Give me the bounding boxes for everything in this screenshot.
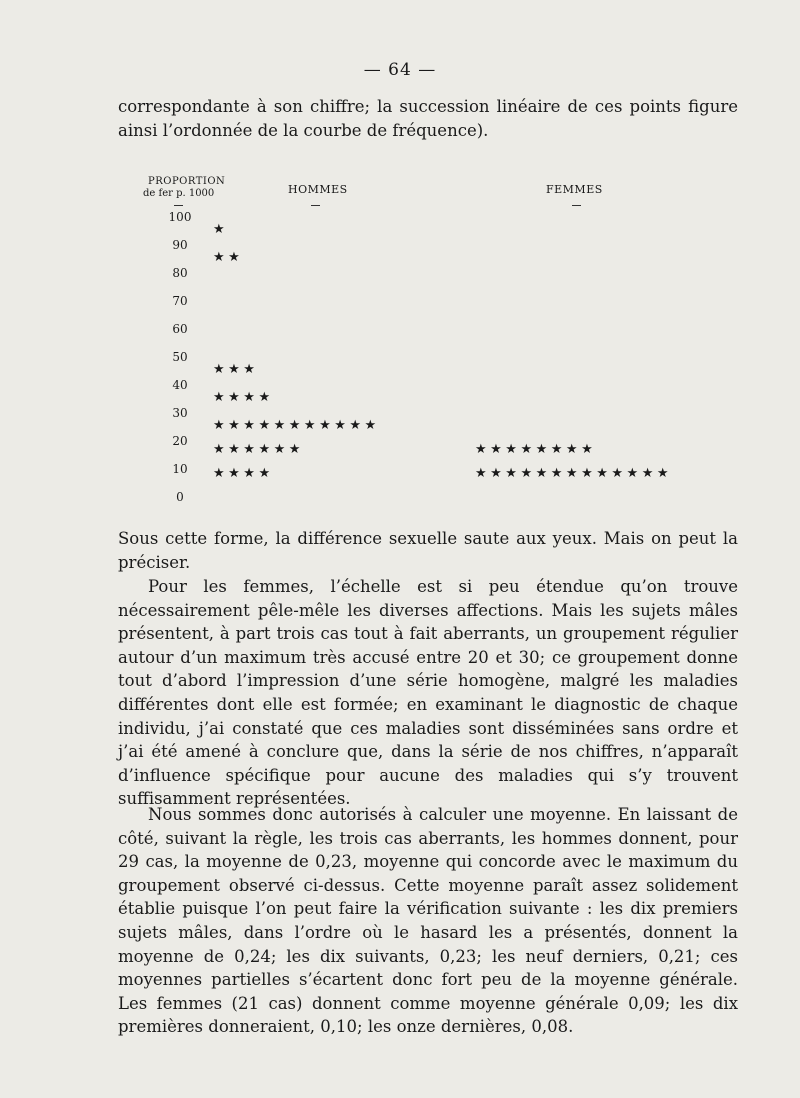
axis-tick-label: 100 (168, 210, 192, 224)
femmes-star-row: ★★★★★★★★ (475, 442, 597, 457)
header-femmes: FEMMES (546, 183, 603, 196)
paragraph-groupement: Pour les femmes, l’échelle est si peu étendue qu’on trouve nécessairement pêle-mêle les diverses affections. Mais les sujets mâles présentent, à part trois cas tout à fait aberrants, un groupement régulier autour d’un maximum très accusé entre 20 et 30; ce groupement donne tout d’abord l’impression d’une série homogène, malgré les maladies différentes dont elle est formée; en examinant le diagnostic de chaque individu, j’ai constaté que ces maladies sont disséminées sans ordre et j’ai été amené à conclure que, dans la série de nos chiffres, n’apparaît d’influence spécifique pour aucune des maladies qui s’y trouvent suffisamment représentées. (118, 577, 738, 809)
header-fer-per-1000: de fer p. 1000 (143, 188, 215, 199)
header-hommes: HOMMES (288, 183, 348, 196)
axis-tick-label: 20 (172, 434, 188, 448)
axis-tick-label: 0 (176, 490, 184, 504)
page-number: — 64 — (363, 60, 437, 80)
axis-tick-label: 90 (172, 238, 188, 252)
hommes-star-row: ★★★★ (213, 466, 274, 481)
axis-tick-label: 10 (172, 462, 188, 476)
header-rule (174, 205, 183, 206)
intro-paragraph: correspondante à son chiffre; la succession linéaire de ces points figure ainsi l’ordonnée de la courbe de fréquence). (118, 97, 738, 140)
hommes-star-row: ★★ (213, 250, 244, 265)
femmes-star-row: ★★★★★★★★★★★★★ (475, 466, 673, 481)
hommes-star-row: ★★★★★★★★★★★ (213, 418, 380, 433)
axis-tick-label: 70 (172, 294, 188, 308)
axis-tick-label: 80 (172, 266, 188, 280)
paragraph-conclusion: Sous cette forme, la différence sexuelle saute aux yeux. Mais on peut la préciser. (118, 529, 738, 572)
axis-tick-label: 40 (172, 378, 188, 392)
hommes-star-row: ★★★ (213, 362, 259, 377)
hommes-star-row: ★ (213, 222, 229, 237)
axis-tick-label: 50 (172, 350, 188, 364)
hommes-star-row: ★★★★★★ (213, 442, 304, 457)
axis-tick-label: 60 (172, 322, 188, 336)
header-proportion: PROPORTION (148, 176, 226, 187)
paragraph-moyenne: Nous sommes donc autorisés à calculer une moyenne. En laissant de côté, suivant la règle, les trois cas aberrants, les hommes donnent, pour 29 cas, la moyenne de 0,23, moyenne qui concorde avec le maximum du groupement observé ci-dessus. Cette moyenne paraît assez solidement établie puisque l’on peut faire la vérification suivante : les dix premiers sujets mâles, dans l’ordre où le hasard les a présentés, donnent la moyenne de 0,24; les dix suivants, 0,23; les neuf derniers, 0,21; ces moyennes partielles s’écartent donc fort peu de la moyenne générale. Les femmes (21 cas) donnent comme moyenne générale 0,09; les dix premières donneraient, 0,10; les onze dernières, 0,08. (118, 805, 738, 1037)
axis-tick-label: 30 (172, 406, 188, 420)
hommes-star-row: ★★★★ (213, 390, 274, 405)
header-rule (572, 205, 581, 206)
header-rule (311, 205, 320, 206)
